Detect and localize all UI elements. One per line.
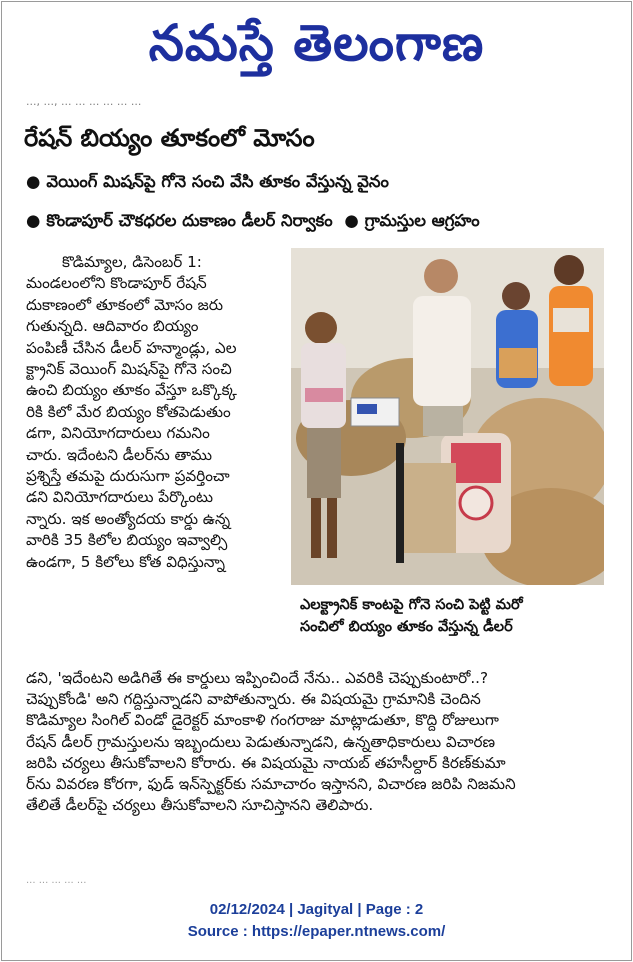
body-line: చారు. ఇదేంటని డీలర్‌ను తాము: [26, 445, 212, 464]
bullet-icon: ●: [26, 211, 41, 230]
caption-line: సంచిలో బియ్యం తూకం వేస్తున్న డీలర్: [300, 619, 513, 635]
deck-line-2: [26, 209, 616, 233]
body-line: ఉండగా, 5 కిలోలు కోత విధిస్తున్నా: [26, 552, 226, 571]
clipped-next-line: ... ... ... ... ...: [26, 876, 87, 886]
body-line: తేలితే డీలర్‌పై చర్యలు తీసుకోవాలని సూచిస్తానని తెలిపారు.: [26, 796, 374, 815]
body-line: వారికి 35 కిలోల బియ్యం ఇవ్వాల్సి: [26, 531, 228, 550]
body-line: గుతున్నది. ఆదివారం బియ్యం: [26, 317, 199, 336]
deck-text-1: వెయింగ్ మిషన్‌పై గోనె సంచి వేసి తూకం వేస్తున్న వైనం: [46, 172, 389, 191]
photo-caption: [300, 594, 600, 638]
body-line: రికి కిలో మేర బియ్యం కోతపెడుతుం: [26, 402, 231, 421]
deck-text-2: కొండాపూర్ చౌకధరల దుకాణం డీలర్ నిర్వాకం: [46, 211, 333, 230]
body-line: మండలంలోని కొండాపూర్ రేషన్: [26, 274, 207, 293]
body-line: జరిపి చర్యలు తీసుకోవాలని కోరారు. ఈ విషయమై నాయబ్ తహసీల్దార్ కిరణ్‌కుమా: [26, 753, 506, 772]
body-line: డగా, వినియోగదారులు గమనిం: [26, 424, 210, 443]
source-link[interactable]: Source : https://epaper.ntnews.com/: [187, 923, 446, 940]
body-line: దుకాణంలో తూకంలో మోసం జరు: [26, 295, 224, 314]
body-line: రేషన్ డీలర్ గ్రామస్తులను ఇబ్బందులు పెడుతున్నాడని, ఉన్నతాధికారులు విచారణ: [26, 732, 496, 751]
article-headline: రేషన్ బియ్యం తూకంలో మోసం: [24, 124, 315, 152]
article-body-column: [26, 252, 288, 573]
body-line: కొడిమ్యాల సింగిల్ విండో డైరెక్టర్ మాంకాళి గంగరాజు మాట్లాడుతూ, కొద్ది రోజులుగా: [26, 711, 499, 730]
article-photo: [291, 248, 604, 585]
body-line: క్ట్రానిక్ వెయింగ్ మిషన్‌పై గోనె సంచి: [26, 360, 232, 379]
body-line: ర్‌ను వివరణ కోరగా, ఫుడ్ ఇన్‌స్పెక్టర్‌కు సమాచారం ఇస్తానని, విచారణ జరిపి నిజమని: [26, 775, 516, 794]
body-line: ఉంచి బియ్యం తూకం వేస్తూ ఒక్కొక్క: [26, 381, 237, 400]
deck-line-1: [26, 170, 616, 194]
photo-illustration: [291, 248, 604, 585]
body-line: చెప్పుకోండి' అని గద్దిస్తున్నాడని వాపోతున్నారు. ఈ విషయమై గ్రామానికి చెందిన: [26, 690, 481, 709]
body-line: పంపిణీ చేసిన డీలర్ హన్మాండ్లు, ఎల: [26, 338, 237, 357]
body-line: న్నారు. ఇక అంత్యోదయ కార్డు ఉన్న: [26, 509, 231, 528]
newspaper-masthead: నమస్తే తెలంగాణ: [148, 13, 485, 72]
body-line: డని వినియోగదారులు పేర్కొంటు: [26, 488, 213, 507]
clipped-previous-line: ..., ..., ... ... ... ... ... ...: [26, 95, 142, 108]
edition-info: 02/12/2024 | Jagityal | Page : 2: [209, 901, 424, 918]
body-line: ప్రశ్నిస్తే తమపై దురుసుగా ప్రవర్తించా: [26, 467, 230, 486]
bullet-icon: ●: [344, 211, 359, 230]
deck-text-3: గ్రామస్తుల ఆగ్రహం: [364, 211, 480, 230]
bullet-icon: ●: [26, 172, 41, 191]
caption-line: ఎలక్ట్రానిక్ కాంటపై గోనె సంచి పెట్టి మరో: [300, 597, 523, 613]
article-body-full-width: [26, 668, 606, 816]
body-line: కొడిమ్యాల, డిసెంబర్ 1:: [62, 253, 202, 271]
body-line: డని, 'ఇదేంటని అడిగితే ఈ కార్డులు ఇప్పించిందే నేను.. ఎవరికి చెప్పుకుంటారో..?: [26, 669, 489, 687]
